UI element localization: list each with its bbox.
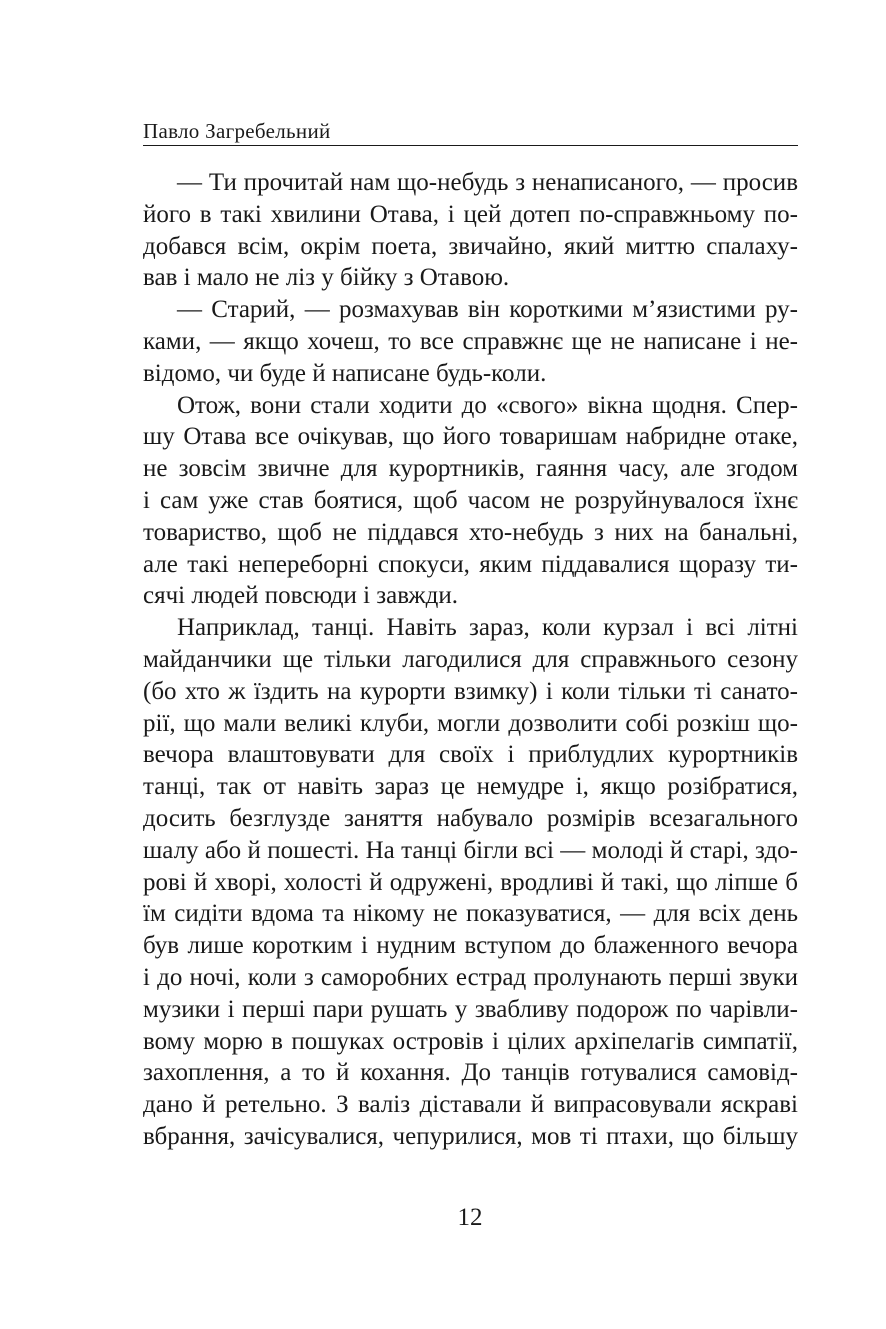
text-line: досить безглузде заняття набувало розмірів всезагального — [143, 804, 798, 832]
page-number: 12 — [457, 1204, 483, 1231]
text-line: вому морю в пошуках островів і цілих архіпелагів симпатії, — [143, 1027, 798, 1055]
text-line: товариство, щоб не піддався хто-небудь з них на банальні, — [143, 518, 798, 546]
text-line: танці, так от навіть зараз це немудре і, якщо розібратися, — [143, 773, 798, 801]
text-line: музики і перші пари рушать у звабливу подорож по чарівли- — [143, 995, 798, 1023]
text-line: захоплення, а то й кохання. До танців готувалися самовід- — [143, 1059, 798, 1087]
text-line: вечора влаштовувати для своїх і приблудлих курортників — [143, 741, 798, 769]
text-line: рії, що мали великі клуби, могли дозволити собі розкіш що- — [143, 709, 798, 737]
text-line: був лише коротким і нудним вступом до блаженного вечора — [143, 932, 798, 960]
text-line: — Ти прочитай нам що-небудь з ненаписаного, — просив — [177, 169, 798, 196]
text-line: вбрання, зачісувалися, чепурилися, мов ті птахи, що більшу — [143, 1122, 798, 1150]
body-text — [143, 167, 798, 1153]
text-line: дано й ретельно. З валіз діставали й випрасовували яскраві — [143, 1091, 798, 1119]
text-line: рові й хворі, холості й одружені, вродливі й такі, що ліпше б — [143, 868, 798, 896]
text-line: відомо, чи буде й написане будь-коли. — [143, 359, 547, 387]
text-line: (бо хто ж їздить на курорти взимку) і коли тільки ті санато- — [143, 677, 798, 705]
text-line: але такі непереборні спокуси, яким піддавалися щоразу ти- — [143, 550, 798, 578]
text-line: ками, — якщо хочеш, то все справжнє ще не написане і не- — [143, 327, 798, 355]
text-line: їм сидіти вдома та нікому не показуватися, — для всіх день — [143, 900, 798, 928]
header-rule — [143, 145, 798, 146]
text-line: майданчики ще тільки лагодилися для справжнього сезону — [143, 645, 798, 673]
text-line: вав і мало не ліз у бійку з Отавою. — [143, 264, 510, 292]
text-line: сячі людей повсюди і завжди. — [143, 582, 458, 610]
text-line: і до ночі, коли з саморобних естрад пролунають перші звуки — [143, 963, 798, 991]
running-head-author: Павло Загребельний — [143, 119, 331, 143]
text-line: шалу або й пошесті. На танці бігли всі — молоді й старі, здо- — [143, 836, 798, 864]
text-line: і сам уже став боятися, щоб часом не розруйнувалося їхнє — [143, 486, 798, 514]
text-line: не зовсім звичне для курортників, гаяння часу, але згодом — [143, 455, 798, 483]
text-line: добався всім, окрім поета, звичайно, який миттю спалаху- — [143, 232, 798, 260]
text-line: шу Отава все очікував, що його товаришам набридне отаке, — [143, 423, 798, 451]
text-line: Наприклад, танці. Навіть зараз, коли курзал і всі літні — [177, 614, 798, 642]
text-line: його в такі хвилини Отава, і цей дотеп по-справжньому по- — [143, 200, 798, 228]
text-line: — Старий, — розмахував він короткими м’язистими ру- — [177, 296, 798, 324]
text-line: Отож, вони стали ходити до «свого» вікна щодня. Спер- — [177, 391, 798, 419]
